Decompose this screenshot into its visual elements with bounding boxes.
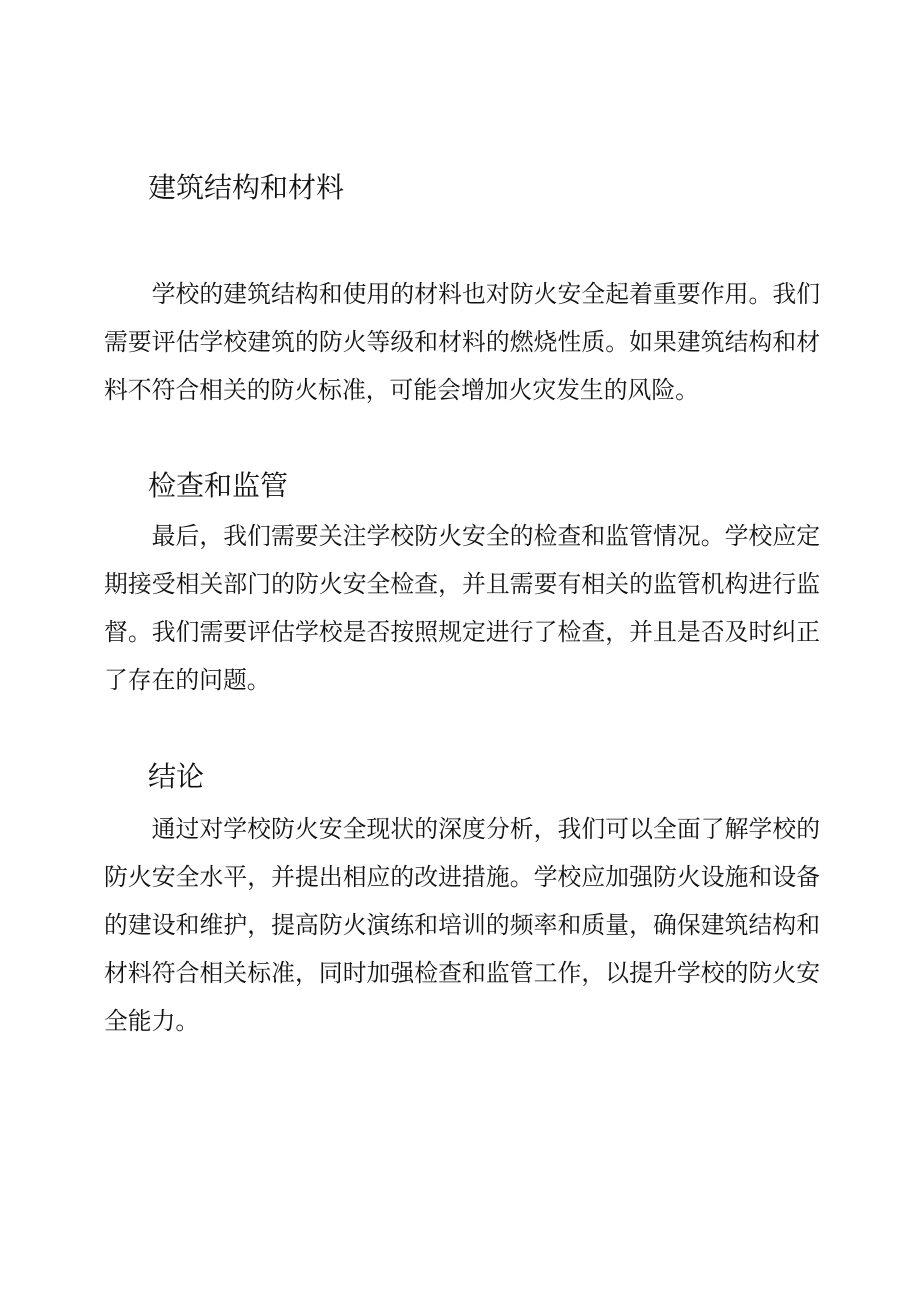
section-heading-building-structure: 建筑结构和材料: [148, 171, 345, 204]
section-paragraph-inspection: 最后，我们需要关注学校防火安全的检查和监管情况。学校应定期接受相关部门的防火安全检查，并且需要有相关的监管机构进行监督。我们需要评估学校是否按照规定进行了检查，并且是否及时纠正了存在的问题。: [104, 522, 820, 694]
section-paragraph-building-structure: 学校的建筑结构和使用的材料也对防火安全起着重要作用。我们需要评估学校建筑的防火等级和材料的燃烧性质。如果建筑结构和材料不符合相关的防火标准，可能会增加火灾发生的风险。: [104, 280, 820, 404]
section-heading-conclusion: 结论: [148, 760, 205, 793]
section-heading-inspection: 检查和监管: [148, 469, 289, 502]
section-paragraph-conclusion: 通过对学校防火安全现状的深度分析，我们可以全面了解学校的防火安全水平，并提出相应的改进措施。学校应加强防火设施和设备的建设和维护，提高防火演练和培训的频率和质量，确保建筑结构和材料符合相关标准，同时加强检查和监管工作，以提升学校的防火安全能力。: [104, 815, 820, 1035]
